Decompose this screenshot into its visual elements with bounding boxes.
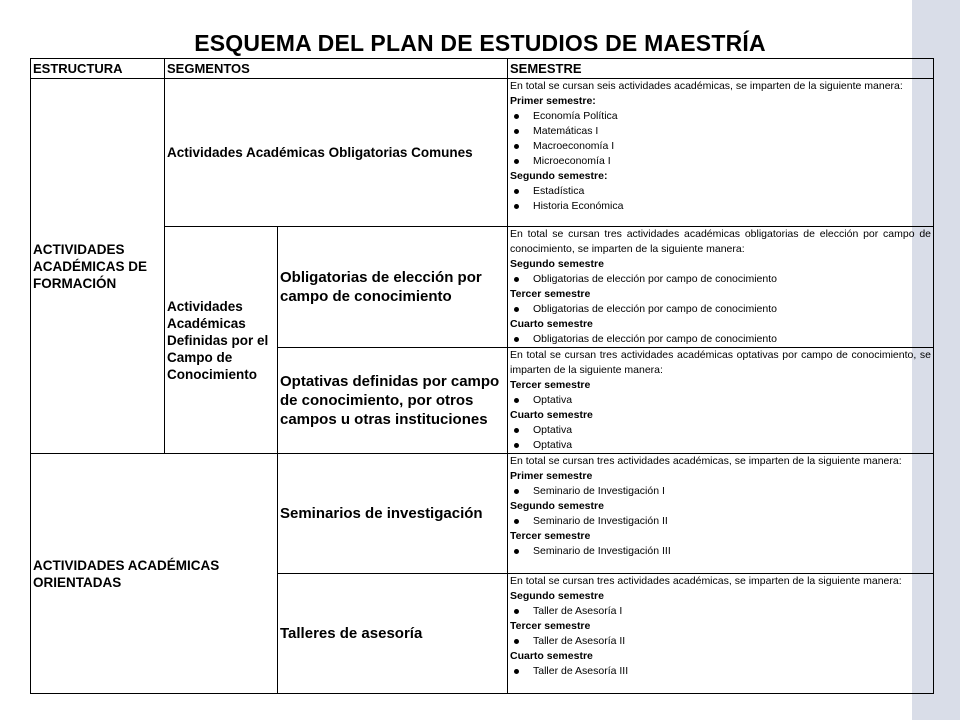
segment-talleres: Talleres de asesoría bbox=[278, 574, 508, 694]
table-row bbox=[31, 227, 934, 348]
list-item: Estadística bbox=[510, 184, 931, 199]
bullet-icon bbox=[514, 398, 519, 403]
list-item: Optativa bbox=[510, 438, 931, 453]
segment-seminarios: Seminarios de investigación bbox=[278, 454, 508, 574]
semester-intro: En total se cursan seis actividades académicas, se imparten de la siguiente manera: bbox=[510, 80, 903, 92]
bullet-icon bbox=[514, 307, 519, 312]
bullet-icon bbox=[514, 129, 519, 134]
semester-cell-obligatorias-eleccion bbox=[508, 227, 934, 348]
semester-intro: En total se cursan tres actividades académicas obligatorias de elección por campo de conocimiento, se imparten de la siguiente manera: bbox=[510, 228, 931, 255]
bullet-icon bbox=[514, 519, 519, 524]
semester-label: Tercer semestre bbox=[510, 379, 591, 391]
semester-intro: En total se cursan tres actividades académicas optativas por campo de conocimiento, se imparten de la siguiente manera: bbox=[510, 349, 931, 376]
header-row bbox=[31, 59, 934, 79]
list-item: Macroeconomía I bbox=[510, 139, 931, 154]
bullet-icon bbox=[514, 277, 519, 282]
bullet-icon bbox=[514, 549, 519, 554]
semester-label: Tercer semestre bbox=[510, 530, 591, 542]
semester-label: Segundo semestre bbox=[510, 500, 604, 512]
segment-obligatorias-eleccion: Obligatorias de elección por campo de conocimiento bbox=[278, 227, 508, 348]
bullet-icon bbox=[514, 337, 519, 342]
segment-optativas: Optativas definidas por campo de conocimiento, por otros campos u otras instituciones bbox=[278, 348, 508, 454]
bullet-icon bbox=[514, 204, 519, 209]
semester-cell-optativas bbox=[508, 348, 934, 454]
list-item: Matemáticas I bbox=[510, 124, 931, 139]
semester-label: Cuarto semestre bbox=[510, 650, 593, 662]
structure-formacion: ACTIVIDADES ACADÉMICAS DE FORMACIÓN bbox=[31, 79, 165, 454]
list-item: Obligatorias de elección por campo de conocimiento bbox=[510, 332, 931, 347]
semester-label: Segundo semestre bbox=[510, 258, 604, 270]
header-estructura: ESTRUCTURA bbox=[31, 59, 165, 79]
segment-obligatorias-comunes: Actividades Académicas Obligatorias Comunes bbox=[165, 79, 508, 227]
page-title: ESQUEMA DEL PLAN DE ESTUDIOS DE MAESTRÍA bbox=[194, 30, 766, 56]
bullet-icon bbox=[514, 443, 519, 448]
semester-label: Cuarto semestre bbox=[510, 318, 593, 330]
bullet-icon bbox=[514, 159, 519, 164]
list-item: Optativa bbox=[510, 393, 931, 408]
semester-cell-obligatorias-comunes bbox=[508, 79, 934, 227]
list-item: Taller de Asesoría III bbox=[510, 664, 931, 679]
semester-cell-talleres bbox=[508, 574, 934, 694]
list-item: Historia Económica bbox=[510, 199, 931, 214]
structure-orientadas: ACTIVIDADES ACADÉMICAS ORIENTADAS bbox=[31, 454, 278, 694]
semester-label: Tercer semestre bbox=[510, 288, 591, 300]
table-row bbox=[31, 79, 934, 227]
list-item: Seminario de Investigación II bbox=[510, 514, 931, 529]
list-item: Seminario de Investigación III bbox=[510, 544, 931, 559]
bullet-icon bbox=[514, 609, 519, 614]
table-row bbox=[31, 454, 934, 574]
bullet-icon bbox=[514, 144, 519, 149]
segment-definidas-campo: Actividades Académicas Definidas por el Campo de Conocimiento bbox=[165, 227, 278, 454]
header-segmentos: SEGMENTOS bbox=[165, 59, 508, 79]
semester-intro: En total se cursan tres actividades académicas, se imparten de la siguiente manera: bbox=[510, 575, 902, 587]
semester-label: Segundo semestre bbox=[510, 590, 604, 602]
bullet-icon bbox=[514, 669, 519, 674]
bullet-icon bbox=[514, 489, 519, 494]
semester-intro: En total se cursan tres actividades académicas, se imparten de la siguiente manera: bbox=[510, 455, 902, 467]
semester-label: Tercer semestre bbox=[510, 620, 591, 632]
header-semestre: SEMESTRE bbox=[508, 59, 934, 79]
bullet-icon bbox=[514, 639, 519, 644]
list-item: Taller de Asesoría II bbox=[510, 634, 931, 649]
bullet-icon bbox=[514, 428, 519, 433]
list-item: Optativa bbox=[510, 423, 931, 438]
list-item: Seminario de Investigación I bbox=[510, 484, 931, 499]
semester-cell-seminarios bbox=[508, 454, 934, 574]
list-item: Economía Política bbox=[510, 109, 931, 124]
list-item: Obligatorias de elección por campo de conocimiento bbox=[510, 302, 931, 317]
semester-label: Primer semestre: bbox=[510, 95, 596, 107]
list-item: Microeconomía I bbox=[510, 154, 931, 169]
bullet-icon bbox=[514, 189, 519, 194]
semester-label: Cuarto semestre bbox=[510, 409, 593, 421]
semester-label: Segundo semestre: bbox=[510, 170, 608, 182]
list-item: Taller de Asesoría I bbox=[510, 604, 931, 619]
semester-label: Primer semestre bbox=[510, 470, 593, 482]
bullet-icon bbox=[514, 114, 519, 119]
plan-table bbox=[30, 58, 934, 694]
list-item: Obligatorias de elección por campo de conocimiento bbox=[510, 272, 931, 287]
